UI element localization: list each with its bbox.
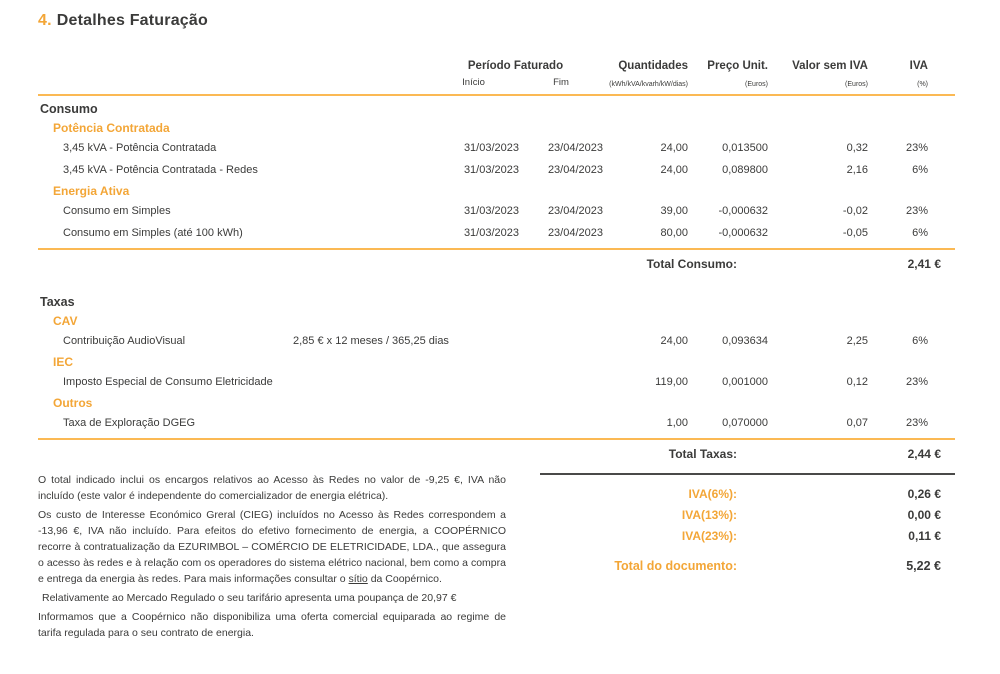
section-consumo: [38, 96, 955, 277]
cell-vat: 6%: [912, 164, 928, 176]
cell-value: 2,25: [846, 335, 868, 347]
cell-value: 0,32: [846, 142, 868, 154]
footnote-cieg-tail: da Coopérnico.: [367, 572, 442, 585]
vat-23-value: 0,11 €: [908, 529, 941, 543]
vat-6-value: 0,26 €: [907, 487, 941, 501]
table-header: [38, 60, 955, 96]
footnote-poupanca: Relativamente ao Mercado Regulado o seu tarifário apresenta uma poupança de 20,97 €: [42, 591, 457, 604]
document-total-row: [540, 556, 955, 577]
table-row: [38, 330, 955, 352]
cell-qty: 80,00: [660, 227, 688, 239]
col-subheader-preco-unit: (Euros): [745, 81, 768, 88]
col-subheader-quantidades-unit: (kWh/kVA/kvarh/kW/dias): [609, 81, 688, 88]
cell-price: 0,001000: [722, 376, 768, 388]
cell-price: -0,000632: [718, 227, 768, 239]
cell-value: -0,02: [842, 205, 868, 217]
col-header-preco-unit: Preço Unit.: [707, 60, 768, 72]
bottom-area: [38, 473, 955, 645]
col-subheader-valor-unit: (Euros): [845, 81, 868, 88]
page-title: [38, 12, 955, 30]
group-label-outros: Outros: [53, 396, 93, 410]
table-row: [38, 200, 955, 222]
table-row: [38, 222, 955, 244]
cell-inicio: 31/03/2023: [463, 142, 519, 154]
total-consumo-label: Total Consumo:: [646, 257, 737, 271]
cell-price: 0,013500: [722, 142, 768, 154]
section-taxas: [38, 289, 955, 467]
cell-inicio: 31/03/2023: [463, 205, 519, 217]
cell-desc: Consumo em Simples (até 100 kWh): [63, 227, 243, 239]
cell-desc: Contribuição AudioVisual: [63, 335, 186, 347]
cell-inicio: 31/03/2023: [463, 164, 519, 176]
cell-price: 0,093634: [722, 335, 768, 347]
cell-qty: 39,00: [660, 205, 688, 217]
group-label-cav: CAV: [53, 314, 78, 328]
cell-price: 0,089800: [722, 164, 768, 176]
footnote-tarifa-regulada: Informamos que a Coopérnico não disponibiliza uma oferta comercial equiparada ao regime de tarifa regulada para o seu contrato de energia.: [38, 610, 506, 639]
cell-desc: Taxa de Exploração DGEG: [63, 417, 196, 429]
table-row: [38, 159, 955, 181]
cell-vat: 6%: [912, 227, 928, 239]
col-subheader-fim: Fim: [553, 77, 569, 88]
col-header-iva: IVA: [909, 60, 928, 72]
vat-13-label: IVA(13%):: [681, 508, 737, 522]
document-total-label: Total do documento:: [614, 559, 737, 573]
cell-vat: 6%: [912, 335, 928, 347]
cell-vat: 23%: [905, 205, 928, 217]
cell-desc: 3,45 kVA - Potência Contratada - Redes: [63, 164, 258, 176]
cell-vat: 23%: [905, 417, 928, 429]
footnotes: [38, 473, 506, 645]
cell-desc: 3,45 kVA - Potência Contratada: [63, 142, 217, 154]
section-title-text: Detalhes Faturação: [56, 12, 208, 29]
cell-vat: 23%: [905, 142, 928, 154]
col-header-quantidades: Quantidades: [618, 60, 688, 72]
cell-value: -0,05: [842, 227, 868, 239]
table-row: [38, 412, 955, 434]
vat-13-value: 0,00 €: [907, 508, 941, 522]
total-taxas-row: [38, 438, 955, 467]
group-label-potencia-contratada: Potência Contratada: [53, 121, 170, 135]
cell-value: 0,12: [846, 376, 868, 388]
table-row: [38, 371, 955, 393]
group-label-energia-ativa: Energia Ativa: [53, 184, 130, 198]
col-header-valor-sem-iva: Valor sem IVA: [792, 60, 868, 72]
cell-qty: 24,00: [660, 142, 688, 154]
sitio-link[interactable]: sítio: [348, 572, 368, 585]
vat-23-label: IVA(23%):: [681, 529, 737, 543]
cell-qty: 24,00: [660, 335, 688, 347]
cell-fim: 23/04/2023: [547, 164, 603, 176]
footnote-cieg: [38, 508, 506, 588]
col-header-periodo-faturado: Período Faturado: [467, 60, 564, 72]
cell-value: 0,07: [846, 417, 868, 429]
vat-summary: [540, 473, 955, 645]
cell-value: 2,16: [846, 164, 868, 176]
cell-fim: 23/04/2023: [547, 205, 603, 217]
cell-qty: 119,00: [655, 376, 688, 388]
group-label-iec: IEC: [53, 355, 74, 369]
cell-qty: 24,00: [660, 164, 688, 176]
cell-vat: 23%: [905, 376, 928, 388]
total-taxas-value: 2,44 €: [907, 447, 941, 461]
cell-inicio: 31/03/2023: [463, 227, 519, 239]
cell-desc: Consumo em Simples: [63, 205, 171, 217]
vat-row-6: [540, 484, 955, 505]
total-consumo-row: [38, 248, 955, 277]
cell-qty: 1,00: [666, 417, 688, 429]
footnote-acesso-redes: O total indicado inclui os encargos relativos ao Acesso às Redes no valor de -9,25 €, IVA não incluído (este valor é independente do comercializador de energia elétrica).: [38, 474, 506, 502]
cell-desc: Imposto Especial de Consumo Eletricidade: [63, 376, 273, 388]
section-name: Consumo: [40, 102, 98, 116]
billing-table: [38, 60, 955, 645]
total-consumo-value: 2,41 €: [907, 257, 941, 271]
col-subheader-iva-unit: (%): [917, 81, 928, 88]
cell-note: 2,85 € x 12 meses / 365,25 dias: [293, 335, 449, 347]
section-number: 4.: [38, 12, 52, 29]
cell-fim: 23/04/2023: [547, 142, 603, 154]
section-name: Taxas: [40, 295, 75, 309]
vat-row-23: [540, 526, 955, 547]
footnote-cieg-text: Os custo de Interesse Económico Greral (CIEG) incluídos no Acesso às Redes correspondem a -13,96 €, IVA não incluído. Para efeitos do efetivo fornecimento de energia, a COOPÉRNICO recorre à contratualização da EZURIMBOL – COMÉRCIO DE ELETRICIDADE, LDA., que assegura o acesso às redes e à relação com os operadores do sistema elétrico nacional, bem como a compra e entrega da energia às redes. Para mais informações consultar o: [38, 508, 506, 585]
vat-6-label: IVA(6%):: [688, 487, 737, 501]
col-subheader-inicio: Início: [462, 77, 485, 88]
cell-price: 0,070000: [722, 417, 768, 429]
cell-price: -0,000632: [718, 205, 768, 217]
table-row: [38, 137, 955, 159]
cell-fim: 23/04/2023: [547, 227, 603, 239]
total-taxas-label: Total Taxas:: [668, 447, 737, 461]
document-total-value: 5,22 €: [906, 559, 941, 573]
vat-row-13: [540, 505, 955, 526]
